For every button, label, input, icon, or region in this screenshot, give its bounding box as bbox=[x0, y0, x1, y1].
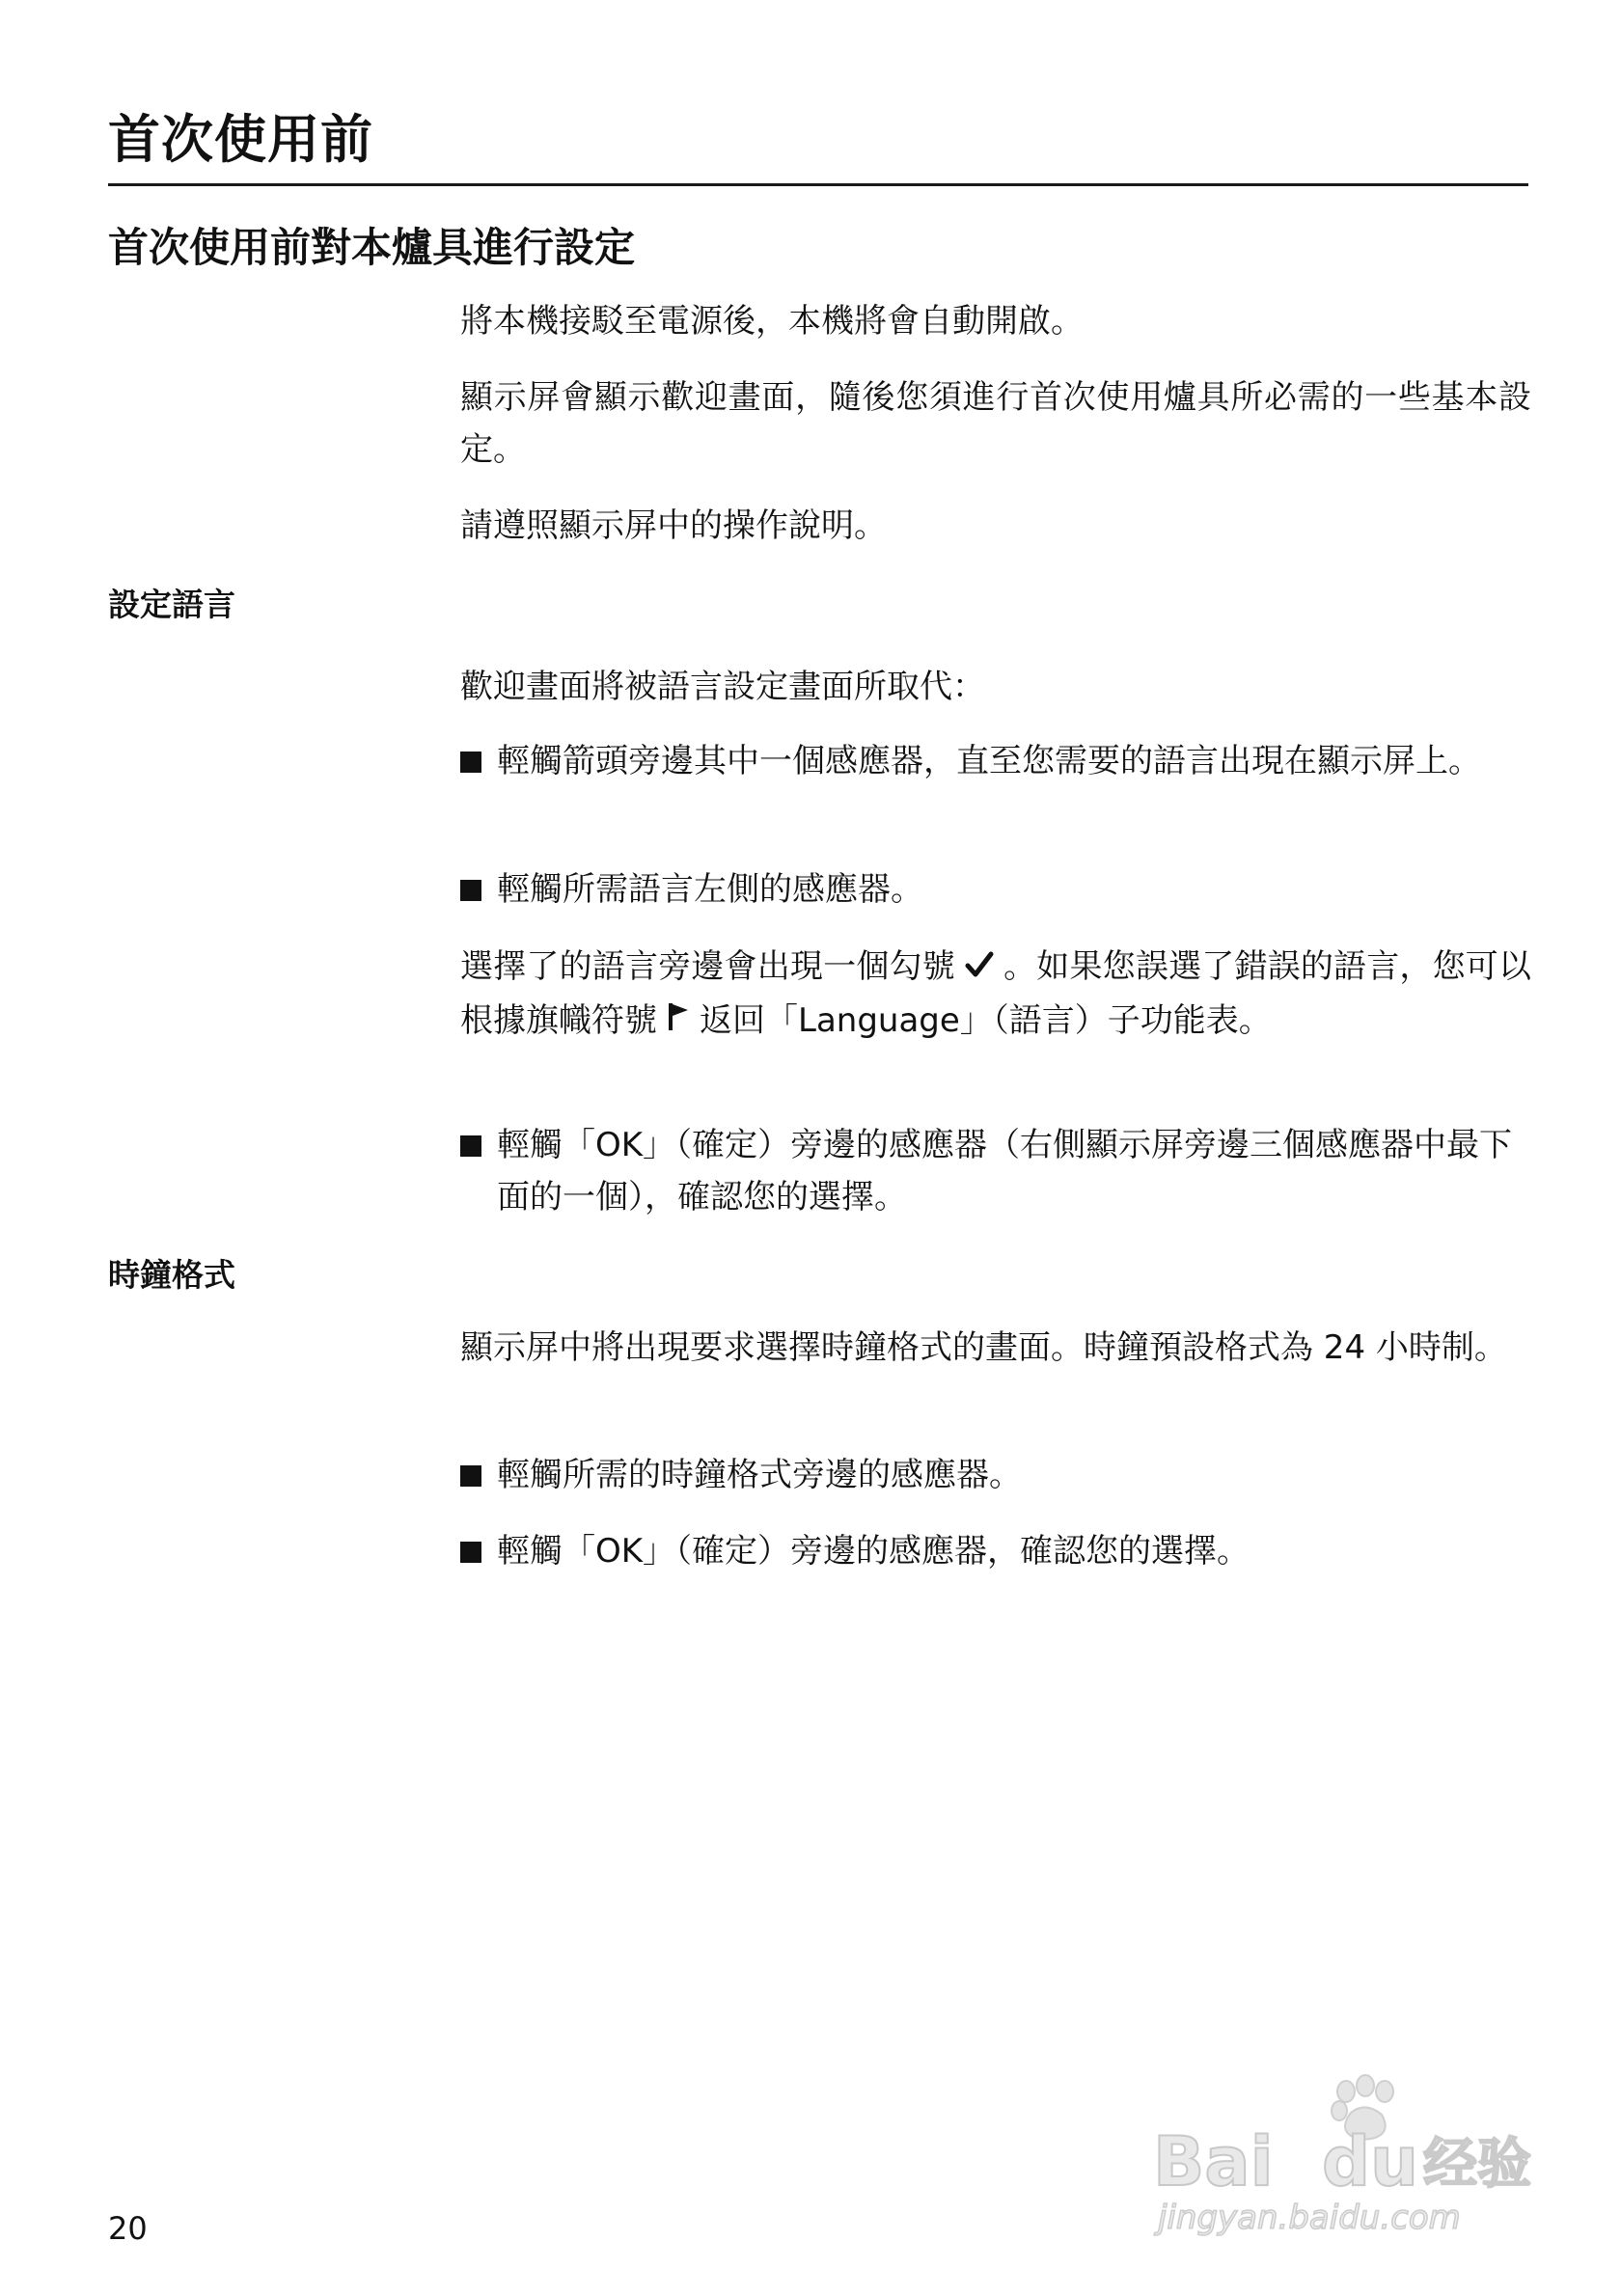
bullet-text: 輕觸「OK」（確定）旁邊的感應器（右側顯示屏旁邊三個感應器中最下面的一個），確認您的選擇。 bbox=[497, 1126, 1513, 1216]
bullet-square-icon bbox=[460, 1135, 481, 1157]
list-item bbox=[460, 1525, 1531, 1577]
bullet-square-icon bbox=[460, 1465, 481, 1487]
list-item bbox=[460, 1119, 1531, 1223]
list-item bbox=[460, 735, 1531, 787]
clock-bullet-2 bbox=[460, 1525, 1531, 1577]
intro-block-2 bbox=[460, 371, 1531, 476]
bullet-text: 輕觸箭頭旁邊其中一個感應器，直至您需要的語言出現在顯示屏上。 bbox=[497, 742, 1481, 780]
bullet-text: 輕觸所需的時鐘格式旁邊的感應器。 bbox=[497, 1456, 1022, 1494]
language-bullet-3 bbox=[460, 1119, 1531, 1223]
section-heading: 首次使用前對本爐具進行設定 bbox=[108, 224, 636, 271]
clock-bullet-1 bbox=[460, 1449, 1531, 1501]
bullet-text: 輕觸「OK」（確定）旁邊的感應器，確認您的選擇。 bbox=[497, 1532, 1250, 1571]
intro-block-3 bbox=[460, 500, 1531, 552]
language-paragraph-1: 歡迎畫面將被語言設定畫面所取代： bbox=[460, 668, 985, 706]
clock-intro bbox=[460, 1322, 1531, 1374]
list-item bbox=[460, 1449, 1531, 1501]
language-bullet-2 bbox=[460, 863, 1531, 916]
clock-heading: 時鐘格式 bbox=[108, 1256, 235, 1294]
language-paragraph-2-part-b: 。如果您誤選了錯誤的語言，您可以根據旗幟符號 bbox=[460, 947, 1532, 1040]
bullet-square-icon bbox=[460, 1542, 481, 1563]
clock-paragraph-1: 顯示屏中將出現要求選擇時鐘格式的畫面。時鐘預設格式為 24 小時制。 bbox=[460, 1328, 1507, 1367]
bullet-square-icon bbox=[460, 880, 481, 901]
language-bullet-1 bbox=[460, 735, 1531, 787]
language-paragraph-2-part-c: 返回「Language」（語言）子功能表。 bbox=[700, 1000, 1272, 1040]
page-title: 首次使用前 bbox=[108, 109, 373, 170]
language-paragraph-2-part-a: 選擇了的語言旁邊會出現一個勾號 bbox=[460, 947, 955, 986]
baidu-jingyan-watermark bbox=[1148, 2064, 1544, 2238]
svg-text:Bai: Bai bbox=[1153, 2122, 1274, 2201]
intro-paragraph-3: 請遵照顯示屏中的操作說明。 bbox=[460, 506, 887, 545]
language-paragraph-2-block bbox=[460, 941, 1531, 1048]
language-paragraph-2 bbox=[460, 941, 1531, 1048]
language-intro bbox=[460, 661, 1531, 713]
svg-text:jingyan.baidu.com: jingyan.baidu.com bbox=[1158, 2199, 1461, 2237]
svg-text:du: du bbox=[1322, 2122, 1418, 2201]
list-item bbox=[460, 863, 1531, 916]
title-divider bbox=[108, 183, 1528, 186]
svg-text:经验: 经验 bbox=[1423, 2133, 1531, 2196]
bullet-text: 輕觸所需語言左側的感應器。 bbox=[497, 870, 923, 909]
checkmark-icon bbox=[965, 943, 994, 995]
intro-block bbox=[460, 295, 1531, 347]
bullet-square-icon bbox=[460, 752, 481, 773]
language-heading: 設定語言 bbox=[108, 586, 235, 623]
flag-icon bbox=[667, 996, 690, 1048]
intro-paragraph-1: 將本機接駁至電源後，本機將會自動開啟。 bbox=[460, 302, 1084, 341]
watermark-logo-icon bbox=[1148, 2064, 1544, 2238]
page-number: 20 bbox=[108, 2210, 148, 2247]
intro-paragraph-2: 顯示屏會顯示歡迎畫面，隨後您須進行首次使用爐具所必需的一些基本設定。 bbox=[460, 378, 1531, 469]
